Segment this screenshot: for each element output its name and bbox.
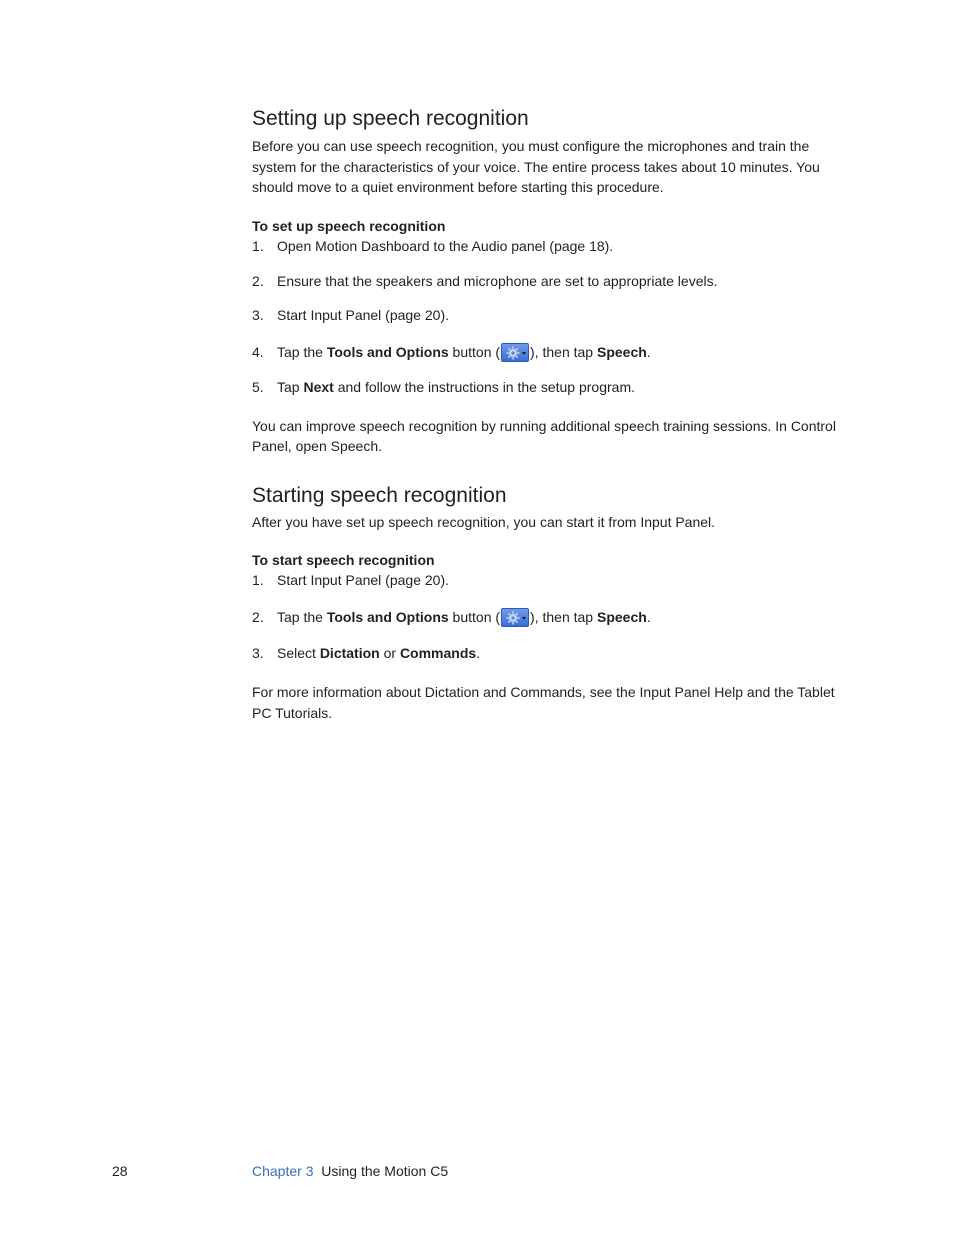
ui-term: Dictation	[319, 645, 380, 661]
step-text: Tap the	[277, 343, 327, 360]
setup-note: You can improve speech recognition by running additional speech training sessions. In Control Panel, open Speech.	[252, 417, 836, 454]
step-text: Ensure that the speakers and microphone are set to appropriate levels.	[277, 272, 718, 289]
step-text: Start Input Panel (page 20).	[277, 572, 449, 588]
procedure-title-setup: To set up speech recognition	[252, 217, 446, 234]
chapter-title: Using the Motion C5	[321, 1163, 449, 1179]
ui-term: Speech	[596, 343, 647, 360]
footer-chapter	[252, 1161, 448, 1181]
start-steps	[252, 570, 852, 663]
chapter-label: Chapter 3	[252, 1163, 314, 1179]
step-number: 3.	[252, 645, 264, 661]
step-text: .	[646, 343, 651, 360]
step-number: 1.	[252, 572, 264, 588]
list-item	[252, 643, 852, 663]
ui-term: Speech	[596, 609, 647, 625]
list-item	[252, 607, 852, 627]
ui-term: Next	[303, 378, 334, 395]
ui-term: Tools and Options	[326, 609, 449, 625]
list-item	[252, 236, 852, 256]
step-number: 2.	[252, 272, 264, 289]
setup-intro: Before you can use speech recognition, you must configure the microphones and train the system for the characteristics of your voice. The entire process takes about 10 minutes. You should move to a quiet environment before starting this procedure.	[252, 138, 820, 195]
list-item	[252, 271, 852, 291]
step-text: Start Input Panel (page 20).	[277, 306, 449, 323]
list-item	[252, 305, 852, 325]
ui-term: Tools and Options	[326, 343, 449, 360]
list-item	[252, 570, 852, 590]
step-text: Open Motion Dashboard to the Audio panel (page 18).	[277, 237, 614, 254]
ui-term: Commands	[399, 645, 477, 661]
setup-steps	[252, 236, 852, 397]
list-item	[252, 377, 852, 397]
content-column	[252, 104, 852, 723]
step-text: ), then tap	[530, 343, 597, 360]
step-number: 2.	[252, 609, 264, 625]
gear-dropdown-icon	[501, 343, 529, 362]
step-text: or	[379, 645, 400, 661]
list-item	[252, 342, 852, 362]
step-text: Tap the	[277, 609, 327, 625]
gear-dropdown-icon	[501, 608, 529, 627]
start-intro: After you have set up speech recognition, you can start it from Input Panel.	[252, 513, 716, 530]
step-number: 5.	[252, 378, 264, 395]
section-heading-setup: Setting up speech recognition	[252, 107, 529, 130]
step-text: .	[646, 609, 651, 625]
step-number: 4.	[252, 343, 264, 360]
step-number: 1.	[252, 237, 264, 254]
page-number: 28	[112, 1163, 128, 1179]
procedure-title-start: To start speech recognition	[252, 552, 435, 568]
step-text: button (	[448, 343, 501, 360]
step-text: button (	[448, 609, 501, 625]
step-number: 3.	[252, 306, 264, 323]
step-text: and follow the instructions in the setup program.	[333, 378, 635, 395]
step-text: Select	[277, 645, 320, 661]
section-heading-start: Starting speech recognition	[252, 483, 507, 507]
start-note: For more information about Dictation and Commands, see the Input Panel Help and the Tablet PC Tutorials.	[252, 684, 835, 721]
step-text: ), then tap	[530, 609, 597, 625]
step-text: Tap	[277, 378, 304, 395]
step-text: .	[476, 645, 481, 661]
